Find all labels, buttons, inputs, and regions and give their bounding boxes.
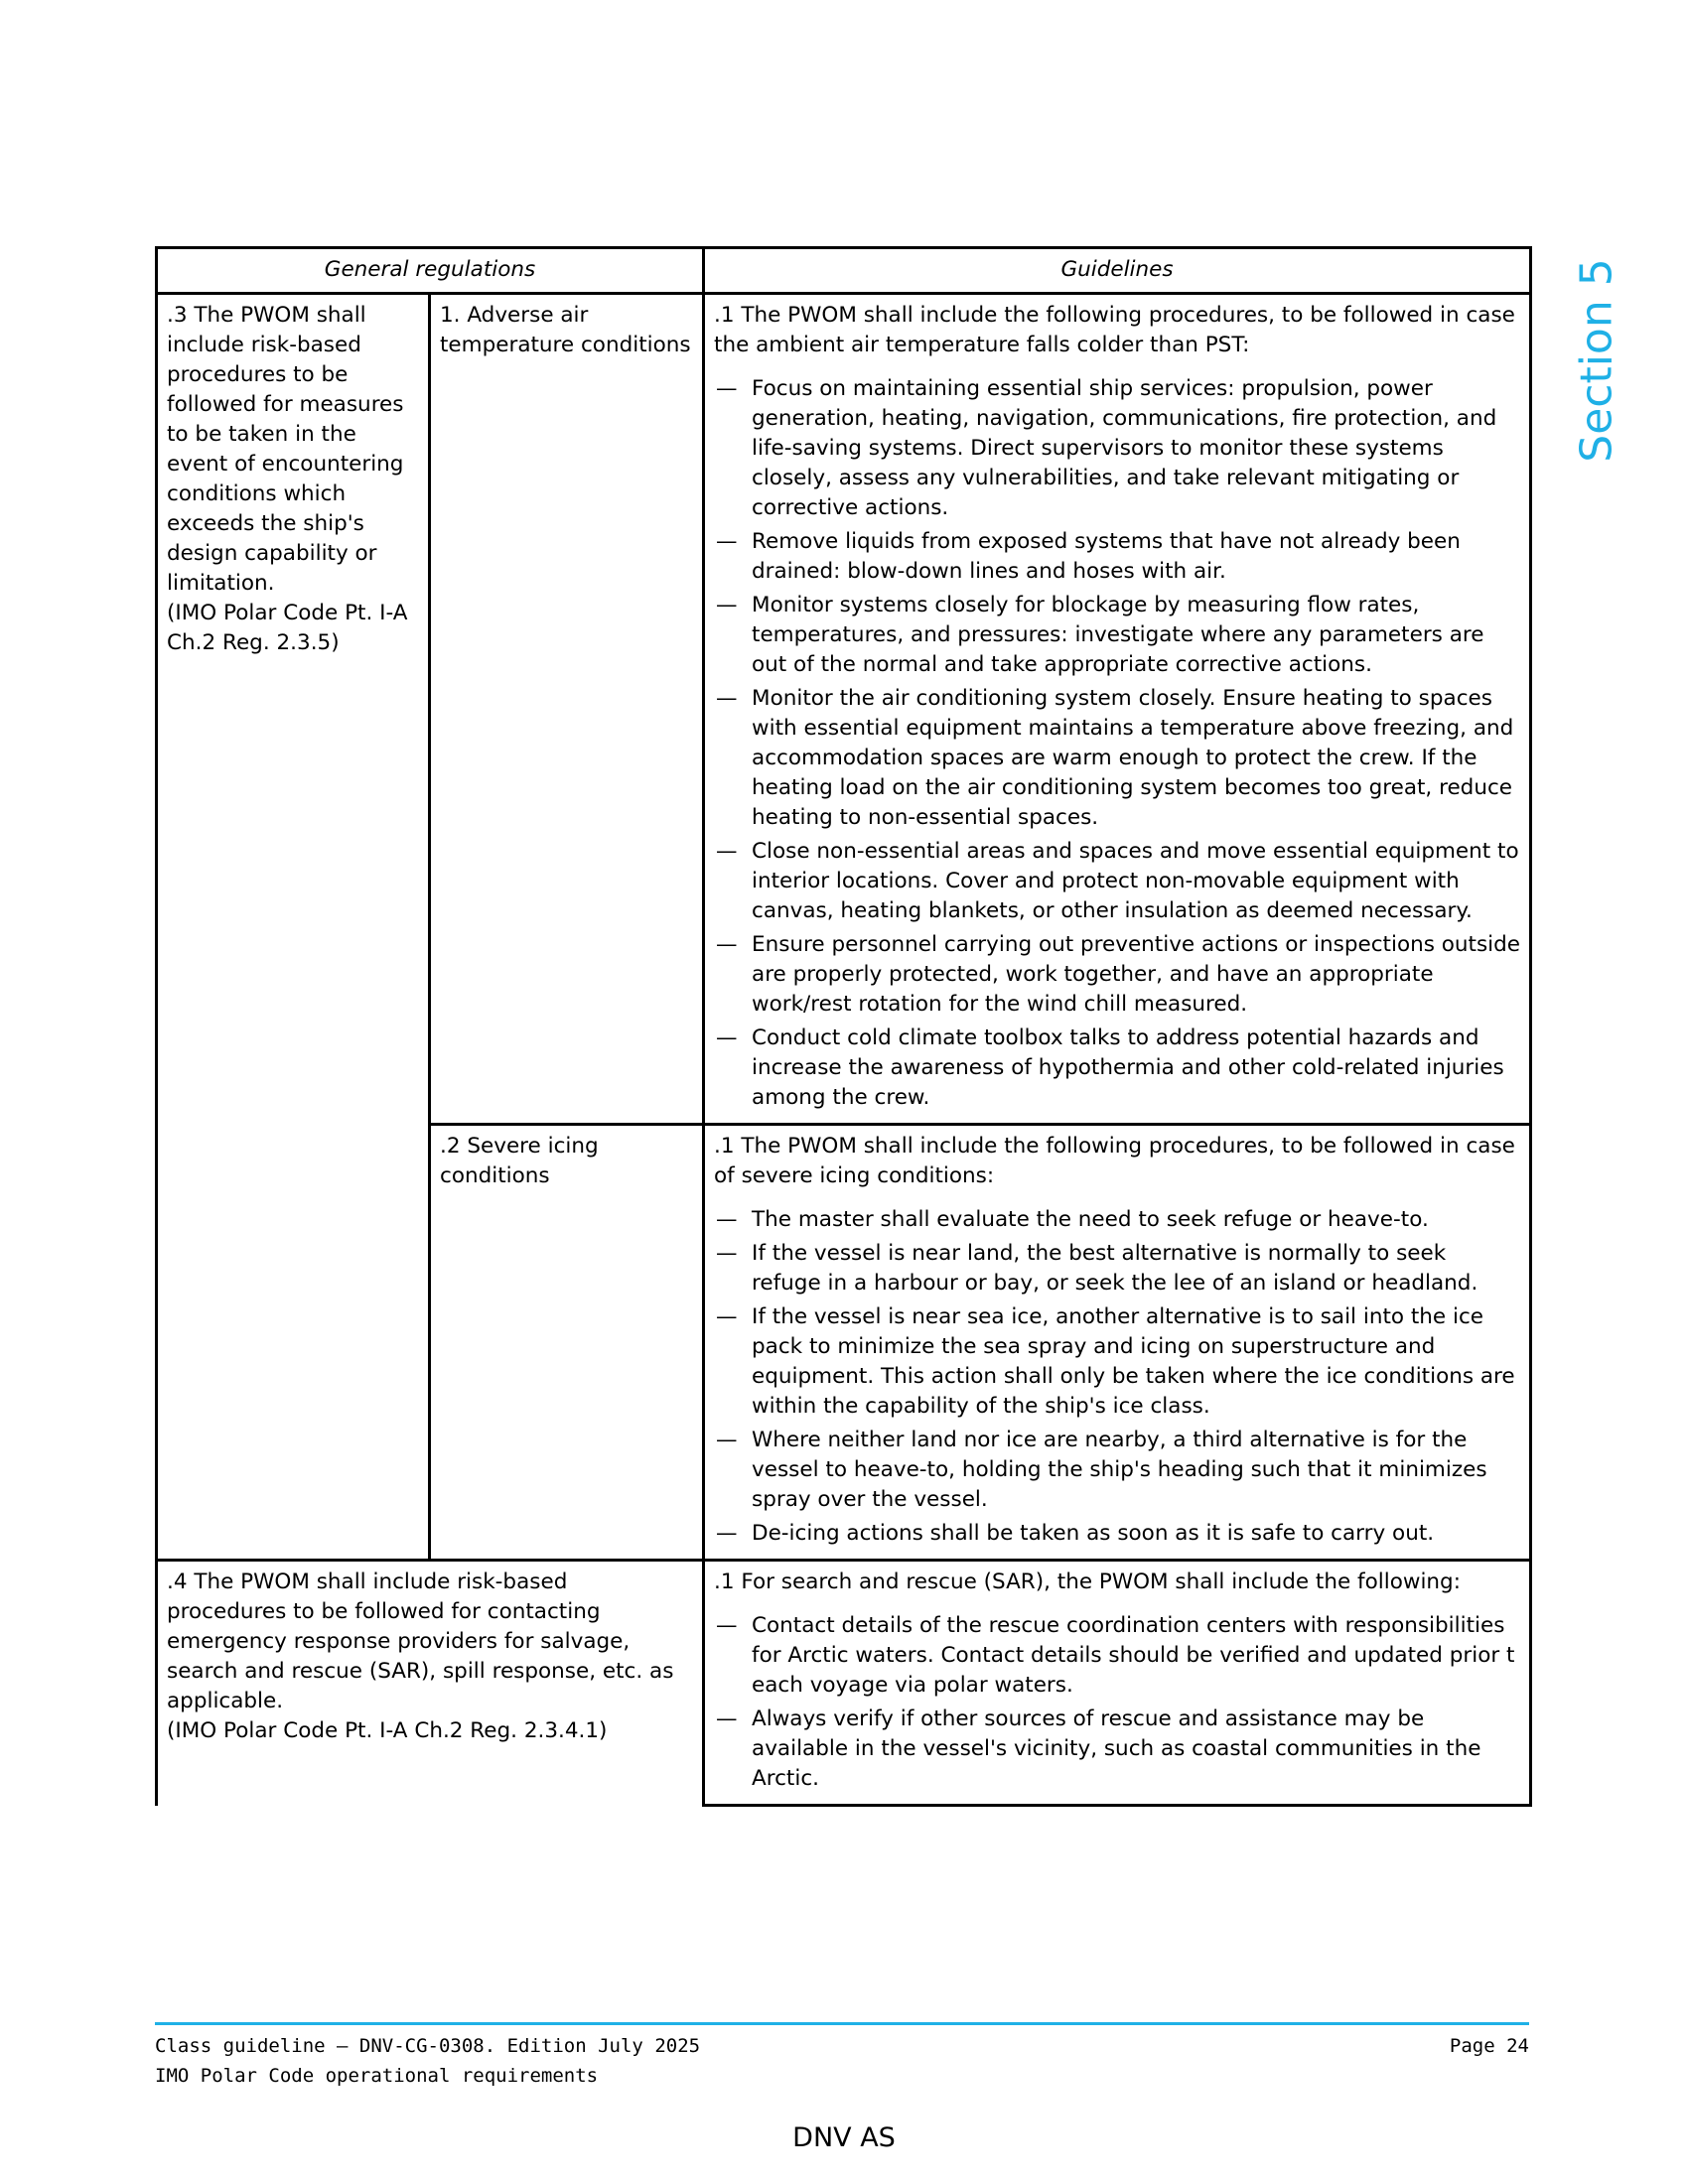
footer-company: DNV AS xyxy=(792,2122,896,2153)
regulation-text: .4 The PWOM shall include risk-based procedures to be followed for contacting emergency response providers for salvage, search and rescue (SAR), spill response, etc. as applicable. xyxy=(167,1570,674,1713)
list-item: — Where neither land nor ice are nearby, a third alternative is for the vessel to heave-to, holding the ship's heading such that it minimizes spray over the vessel. xyxy=(716,1428,1487,1512)
list-item: — If the vessel is near land, the best alternative is normally to seek refuge in a harbour or bay, or seek the lee of an island or headland. xyxy=(716,1241,1478,1296)
list-item: — Always verify if other sources of rescue and assistance may be available in the vessel's vicinity, such as coastal communities in the Arctic. xyxy=(716,1706,1481,1791)
dash-bullet: — xyxy=(716,839,738,864)
guideline-intro: .1 The PWOM shall include the following procedures, to be followed in case the ambient air temperature falls colder than PST: xyxy=(714,303,1515,357)
guideline-list xyxy=(714,1611,1520,1794)
footer-page-number: Page 24 xyxy=(1449,2035,1529,2057)
guideline-list xyxy=(714,374,1520,1113)
list-item: — De-icing actions shall be taken as soon as it is safe to carry out. xyxy=(714,1519,1520,1549)
section-tab xyxy=(1571,256,1622,465)
dash-bullet: — xyxy=(716,1521,738,1546)
regulation-reference: (IMO Polar Code Pt. I-A Ch.2 Reg. 2.3.4.1) xyxy=(167,1718,608,1743)
dash-bullet: — xyxy=(716,1706,738,1731)
dash-bullet: — xyxy=(716,1025,738,1050)
guideline-intro: .1 The PWOM shall include the following procedures, to be followed in case of severe icing conditions: xyxy=(714,1134,1515,1188)
list-item: — Monitor the air conditioning system closely. Ensure heating to spaces with essential equipment maintains a temperature above freezing, and accommodation spaces are warm enough to protect the crew. If the heating load on the air conditioning system becomes too great, reduce heating to non-essential spaces. xyxy=(716,686,1514,830)
dash-bullet: — xyxy=(716,1241,738,1266)
dash-bullet: — xyxy=(716,376,738,401)
footer-rule xyxy=(155,2022,1529,2025)
guideline-cell-severe-icing xyxy=(704,1125,1531,1561)
list-item: — Monitor systems closely for blockage by measuring flow rates, temperatures, and pressures: investigate where any parameters are out of the normal and take appropriate corrective actions. xyxy=(716,593,1484,677)
header-general-regulations: General regulations xyxy=(157,248,704,294)
dash-bullet: — xyxy=(716,1207,738,1232)
regulation-text: .3 The PWOM shall include risk-based procedures to be followed for measures to be taken in the event of encountering conditions which exceeds the ship's design capability or limitation. xyxy=(167,303,404,596)
regulation-cell-3 xyxy=(157,294,430,1561)
dash-bullet: — xyxy=(716,1613,738,1638)
dash-bullet: — xyxy=(716,1428,738,1452)
dash-bullet: — xyxy=(716,529,738,554)
regulation-reference: (IMO Polar Code Pt. I-A Ch.2 Reg. 2.3.5) xyxy=(167,601,408,655)
header-guidelines: Guidelines xyxy=(704,248,1531,294)
regulation-cell-4 xyxy=(157,1561,704,1806)
guideline-cell-adverse-air xyxy=(704,294,1531,1125)
guideline-cell-sar xyxy=(704,1561,1531,1806)
list-item: — Focus on maintaining essential ship services: propulsion, power generation, heating, navigation, communications, fire protection, and life-saving systems. Direct supervisors to monitor these systems closely, assess any vulnerabilities, and take relevant mitigating or corrective actions. xyxy=(716,376,1497,520)
list-item: — Close non-essential areas and spaces and move essential equipment to interior locations. Cover and protect non-movable equipment with canvas, heating blankets, or other insulation as deemed necessary. xyxy=(716,839,1519,923)
list-item: — The master shall evaluate the need to seek refuge or heave-to. xyxy=(714,1205,1520,1235)
footer-subtitle: IMO Polar Code operational requirements xyxy=(155,2065,599,2087)
section-tab-label: Section 5 xyxy=(1571,258,1622,463)
guideline-list xyxy=(714,1205,1520,1549)
list-item: — Conduct cold climate toolbox talks to address potential hazards and increase the awareness of hypothermia and other cold-related injuries among the crew. xyxy=(716,1025,1504,1110)
footer-doc-line: Class guideline — DNV-CG-0308. Edition July 2025 xyxy=(155,2035,701,2057)
condition-cell-severe-icing: .2 Severe icing conditions xyxy=(430,1125,704,1561)
guideline-intro: .1 For search and rescue (SAR), the PWOM shall include the following: xyxy=(714,1570,1461,1594)
list-item: — Contact details of the rescue coordination centers with responsibilities for Arctic waters. Contact details should be verified and updated prior t each voyage via polar waters. xyxy=(716,1613,1515,1698)
dash-bullet: — xyxy=(716,593,738,617)
table-header-row xyxy=(157,248,1531,294)
dash-bullet: — xyxy=(716,932,738,957)
list-item: — If the vessel is near sea ice, another alternative is to sail into the ice pack to minimize the sea spray and icing on superstructure and equipment. This action shall only be taken where the ice conditions are within the capability of the ship's ice class. xyxy=(716,1304,1515,1419)
dash-bullet: — xyxy=(716,1304,738,1329)
dash-bullet: — xyxy=(716,686,738,711)
list-item: — Ensure personnel carrying out preventive actions or inspections outside are properly protected, work together, and have an appropriate work/rest rotation for the wind chill measured. xyxy=(716,932,1521,1017)
list-item: — Remove liquids from exposed systems that have not already been drained: blow-down lines and hoses with air. xyxy=(716,529,1461,584)
table-row xyxy=(157,1561,1531,1806)
regulations-table xyxy=(155,246,1532,1807)
condition-cell-adverse-air: 1. Adverse air temperature conditions xyxy=(430,294,704,1125)
table-row xyxy=(157,294,1531,1125)
